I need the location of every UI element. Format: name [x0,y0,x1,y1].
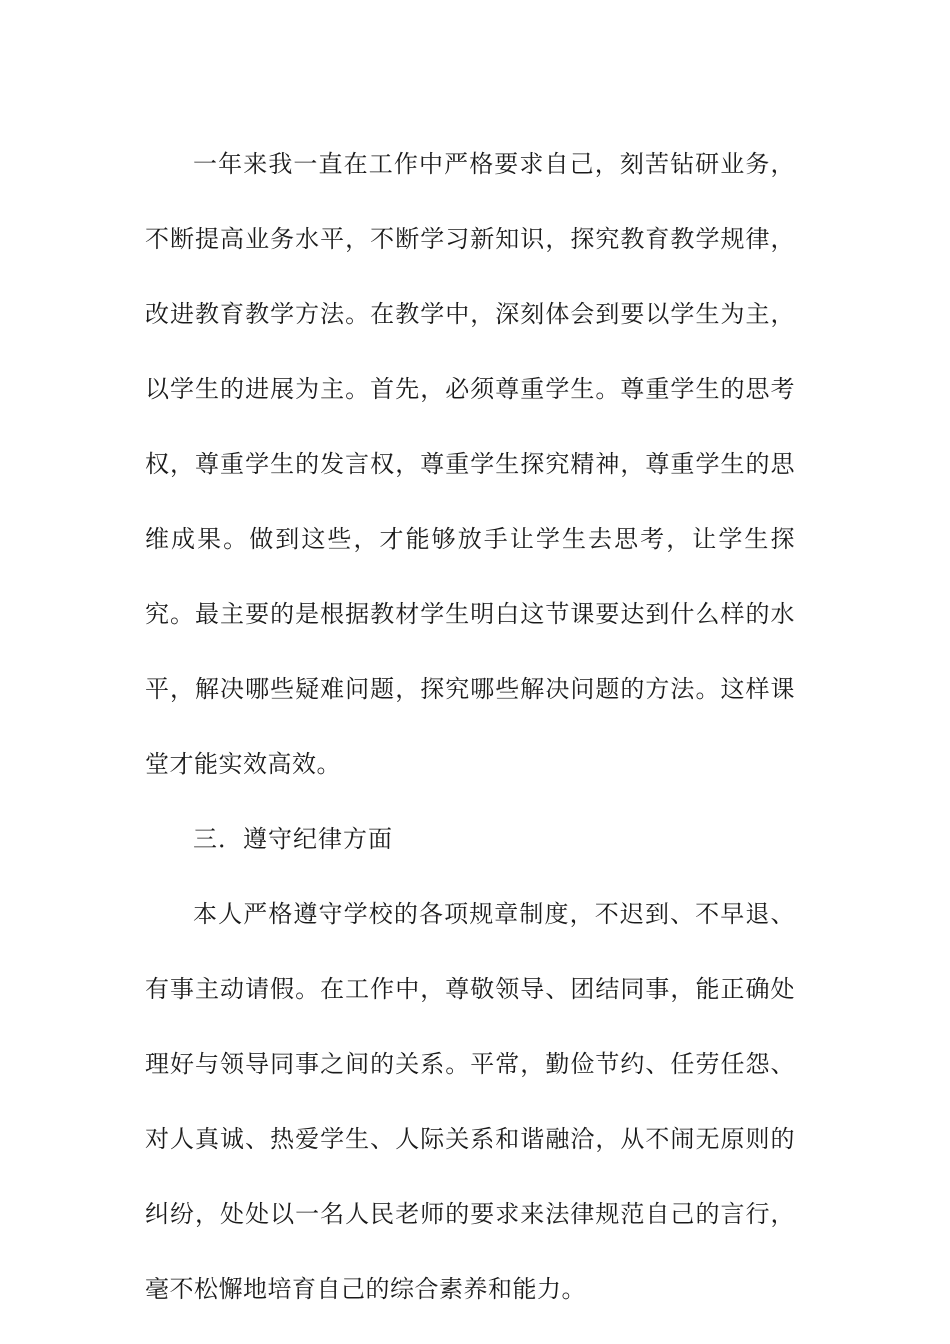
document-body [145,127,795,1327]
section-heading-discipline: 三．遵守纪律方面 [193,825,393,853]
paragraph-discipline: 本人严格遵守学校的各项规章制度，不迟到、不早退、有事主动请假。在工作中，尊敬领导、团结同事，能正确处理好与领导同事之间的关系。平常，勤俭节约、任劳任怨、对人真诚、热爱学生、人际关系和谐融洽，从不闹无原则的纠纷，处处以一名人民老师的要求来法律规范自己的言行，毫不松懈地培育自己的综合素养和能力。 [145,900,795,1303]
paragraph-teaching: 一年来我一直在工作中严格要求自己，刻苦钻研业务，不断提高业务水平，不断学习新知识，探究教育教学规律，改进教育教学方法。在教学中，深刻体会到要以学生为主，以学生的进展为主。首先，必须尊重学生。尊重学生的思考权，尊重学生的发言权，尊重学生探究精神，尊重学生的思维成果。做到这些，才能够放手让学生去思考，让学生探究。最主要的是根据教材学生明白这节课要达到什么样的水平，解决哪些疑难问题，探究哪些解决问题的方法。这样课堂才能实效高效。 [145,150,795,778]
